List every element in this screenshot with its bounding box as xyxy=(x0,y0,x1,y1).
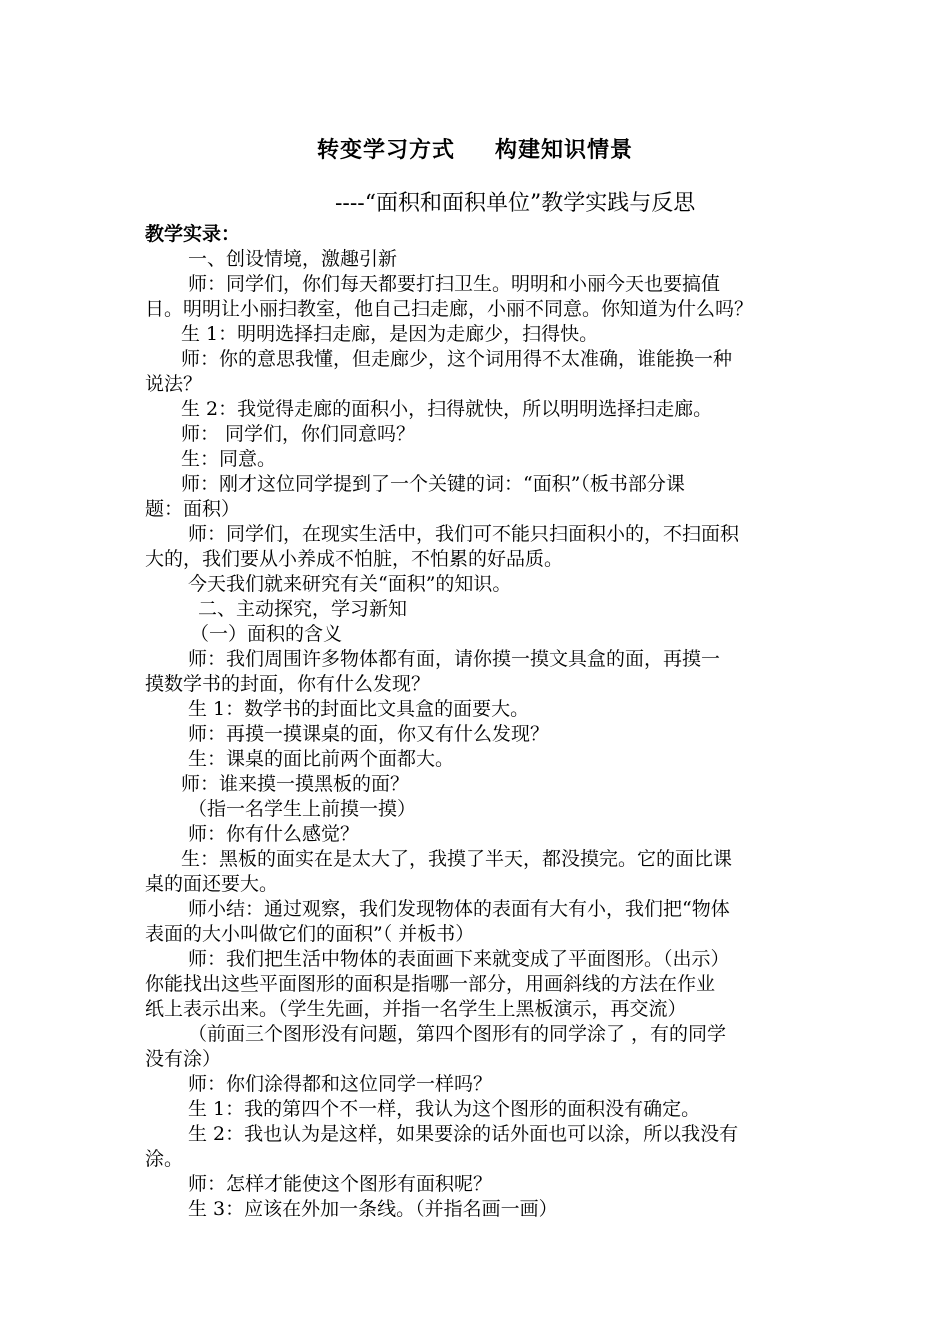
text-line: 生：黑板的面实在是太大了，我摸了半天，都没摸完。它的面比课 xyxy=(181,848,733,870)
text-line: 师： 同学们，你们同意吗？ xyxy=(181,423,416,445)
text-line: 师：刚才这位同学提到了一个关键的词：“面积”（板书部分课 xyxy=(181,473,685,495)
text-line: 摸数学书的封面，你有什么发现？ xyxy=(145,673,431,695)
text-line: 日。明明让小丽扫教室，他自己扫走廊，小丽不同意。你知道为什么吗？ xyxy=(145,298,754,320)
text-line: 生 2：我觉得走廊的面积小，扫得就快，所以明明选择扫走廊。 xyxy=(181,398,713,420)
text-line: 师：我们把生活中物体的表面画下来就变成了平面图形。（出示） xyxy=(188,948,730,970)
text-line: 表面的大小叫做它们的面积”（ 并板书） xyxy=(145,923,475,945)
text-line: 师：你们涂得都和这位同学一样吗？ xyxy=(188,1073,493,1095)
text-line: 师：再摸一摸课桌的面，你又有什么发现？ xyxy=(188,723,550,745)
text-line: 师：同学们，你们每天都要打扫卫生。明明和小丽今天也要搞值 xyxy=(188,273,721,295)
text-line: 一、创设情境，激趣引新 xyxy=(188,248,398,270)
body-text xyxy=(145,222,825,1222)
text-line: 二、主动探究，学习新知 xyxy=(198,598,408,620)
text-line: （前面三个图形没有问题，第四个图形有的同学涂了 ，有的同学 xyxy=(188,1023,727,1045)
text-line: 纸上表示出来。（学生先画，并指一名学生上黑板演示，再交流） xyxy=(145,998,687,1020)
section-heading: 教学实录： xyxy=(145,223,241,245)
text-line: 生 1：明明选择扫走廊，是因为走廊少，扫得快。 xyxy=(181,323,599,345)
text-line: 师：你的意思我懂，但走廊少，这个词用得不太准确，谁能换一种 xyxy=(181,348,733,370)
text-line: 生 3：应该在外加一条线。（并指名画一画） xyxy=(188,1198,558,1220)
text-line: （指一名学生上前摸一摸） xyxy=(188,798,417,820)
text-line: 今天我们就来研究有关“面积”的知识。 xyxy=(188,573,512,595)
text-line: 师：谁来摸一摸黑板的面？ xyxy=(181,773,410,795)
text-line: 师：我们周围许多物体都有面，请你摸一摸文具盒的面，再摸一 xyxy=(188,648,721,670)
text-line: 你能找出这些平面图形的面积是指哪一部分，用画斜线的方法在作业 xyxy=(145,973,716,995)
title-part-2: 构建知识情景 xyxy=(495,137,634,163)
text-line: 生：同意。 xyxy=(181,448,277,470)
text-line: 桌的面还要大。 xyxy=(145,873,279,895)
text-line: 涂。 xyxy=(145,1148,184,1170)
text-line: 师：你有什么感觉？ xyxy=(188,823,360,845)
text-line: 生：课桌的面比前两个面都大。 xyxy=(188,748,455,770)
text-line: 题：面积） xyxy=(145,498,241,520)
text-line: 生 1：我的第四个不一样，我认为这个图形的面积没有确定。 xyxy=(188,1098,701,1120)
text-line: 生 1：数学书的封面比文具盒的面要大。 xyxy=(188,698,530,720)
text-line: 没有涂） xyxy=(145,1048,222,1070)
document-title xyxy=(0,133,950,164)
text-line: 师：怎样才能使这个图形有面积呢？ xyxy=(188,1173,493,1195)
text-line: 师：同学们，在现实生活中，我们可不能只扫面积小的，不扫面积 xyxy=(188,523,740,545)
title-part-1: 转变学习方式 xyxy=(316,137,455,163)
text-line: 生 2：我也认为是这样，如果要涂的话外面也可以涂，所以我没有 xyxy=(188,1123,739,1145)
text-line: 师小结：通过观察，我们发现物体的表面有大有小，我们把“物体 xyxy=(188,898,730,920)
text-line: （一）面积的含义 xyxy=(190,623,343,645)
text-line: 大的，我们要从小养成不怕脏，不怕累的好品质。 xyxy=(145,548,564,570)
text-line: 说法？ xyxy=(145,373,203,395)
document-subtitle: ----“面积和面积单位”教学实践与反思 xyxy=(335,191,696,216)
